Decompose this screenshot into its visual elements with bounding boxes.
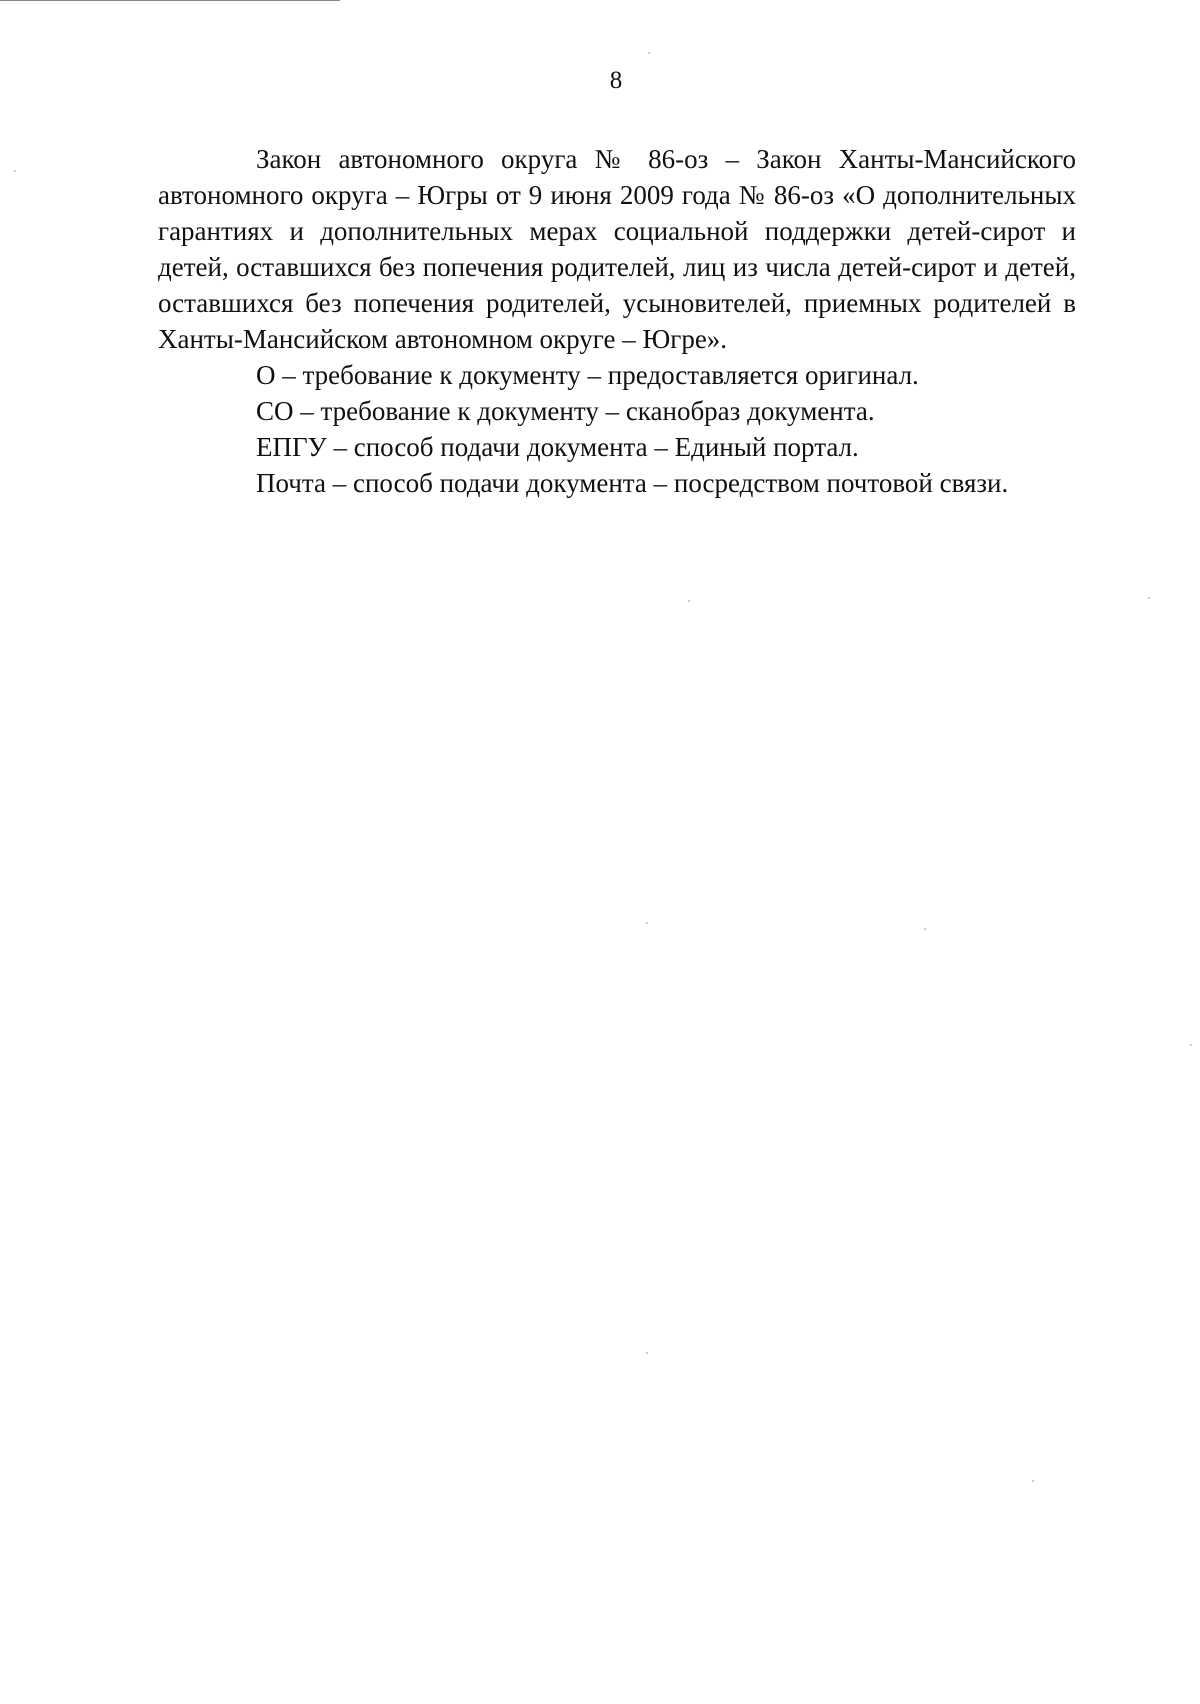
scan-edge-line <box>0 0 340 1</box>
law-reference-paragraph: Закон автономного округа № 86-оз – Закон Ханты-Мансийского автономного округа – Югры от 9 июня 2009 года № 86-оз «О дополнительных гарантиях и дополнительных мерах социальной поддержки детей-сирот и детей, оставшихся без попечения родителей, лиц из числа детей-сирот и детей, оставшихся без попечения родителей, усыновителей, приемных родителей в Ханты-Мансийском автономном округе – Югре». <box>158 144 1076 354</box>
scan-speck <box>1190 1044 1192 1046</box>
scan-speck <box>1032 1480 1034 1482</box>
scan-speck <box>1148 597 1150 599</box>
scan-speck <box>646 922 648 924</box>
definition-epgu: ЕПГУ – способ подачи документа – Единый портал. <box>256 432 859 462</box>
document-body <box>158 141 1076 501</box>
scan-speck <box>14 170 16 172</box>
scan-speck <box>646 1352 648 1354</box>
definition-scan: СО – требование к документу – сканобраз документа. <box>256 396 875 426</box>
definition-post: Почта – способ подачи документа – посредством почтовой связи. <box>256 468 1009 498</box>
definition-original: О – требование к документу – предоставляется оригинал. <box>256 360 919 390</box>
page-number: 8 <box>609 67 623 94</box>
scan-speck <box>924 928 926 930</box>
scan-speck <box>648 52 650 54</box>
scan-speck <box>688 600 690 602</box>
